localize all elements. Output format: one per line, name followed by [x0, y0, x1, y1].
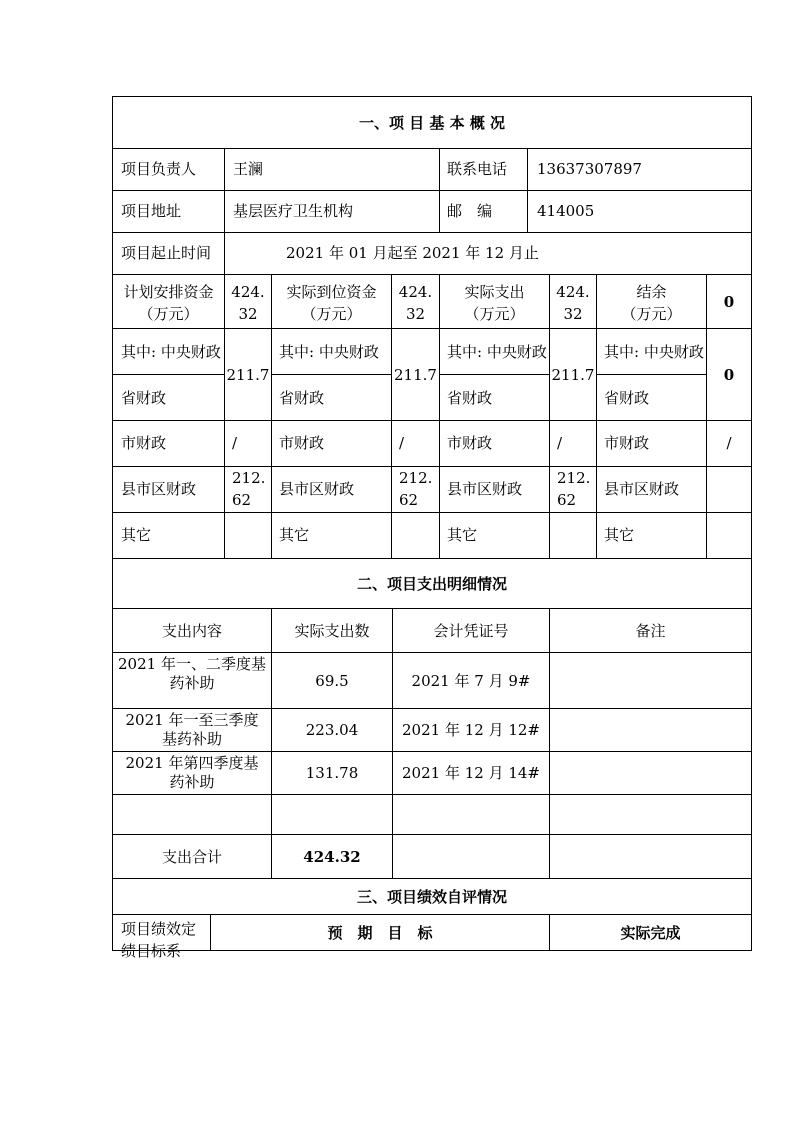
central-value-3: 211.7: [551, 365, 595, 384]
row2-voucher: 2021 年 12 月 12#: [402, 721, 540, 739]
row3-content-cont: 药补助: [169, 773, 215, 791]
section-title-expenditure: 二、项目支出明细情况: [356, 574, 507, 593]
row-divider: [112, 190, 752, 191]
header-note: 备注: [635, 621, 666, 640]
row-divider: [112, 466, 752, 467]
goal-label: 项目绩效定: [121, 920, 197, 938]
central-label-3: 其中: 中央财政: [447, 343, 547, 361]
county-label-3: 县市区财政: [447, 480, 523, 498]
central-label-1: 其中: 中央财政: [121, 343, 221, 361]
county-value-3-cont: 62: [557, 491, 577, 509]
central-value-2: 211.7: [394, 365, 437, 384]
arrived-funds-value-cont: 32: [405, 305, 426, 323]
row2-note: [550, 709, 751, 751]
county-label-2: 县市区财政: [279, 480, 355, 498]
other-label-3: 其它: [447, 526, 478, 544]
address-value: 基层医疗卫生机构: [233, 202, 354, 220]
total-label: 支出合计: [161, 847, 222, 866]
period-label: 项目起止时间: [121, 244, 212, 262]
spent-funds-value-cont: 32: [563, 305, 583, 323]
address-label: 项目地址: [121, 202, 182, 220]
plan-funds-value-cont: 32: [238, 305, 258, 323]
balance-value: 0: [723, 292, 735, 311]
balance-city-value: /: [726, 434, 732, 452]
table-border-right: [751, 96, 752, 951]
plan-funds-unit: （万元）: [138, 305, 199, 323]
row3-content: 2021 年第四季度基: [125, 754, 259, 772]
row1-content: 2021 年一、二季度基: [118, 655, 266, 673]
row1-voucher: 2021 年 7 月 9#: [411, 671, 531, 690]
county-value-1: 212.: [232, 469, 266, 487]
arrived-funds-label: 实际到位资金: [286, 283, 377, 301]
expected-goal-header: 预 期 目 标: [327, 923, 433, 942]
phone-value: 13637307897: [537, 160, 642, 178]
table-border-bottom: [112, 950, 752, 951]
row-divider: [112, 232, 752, 233]
city-label-3: 市财政: [447, 434, 493, 452]
balance-central-value: 0: [723, 365, 735, 384]
row-divider: [596, 374, 706, 375]
row-divider: [271, 374, 391, 375]
row-divider: [112, 512, 752, 513]
city-value-1: /: [232, 434, 238, 452]
leader-label: 项目负责人: [121, 160, 197, 178]
county-label-1: 县市区财政: [121, 480, 197, 498]
column-divider: [439, 148, 440, 232]
balance-label: 结余: [636, 283, 667, 301]
provincial-label-3: 省财政: [447, 389, 493, 407]
county-value-3: 212.: [557, 469, 591, 487]
city-value-2: /: [399, 434, 405, 452]
city-value-3: /: [557, 434, 563, 452]
other-label-2: 其它: [279, 526, 310, 544]
section-title-performance: 三、项目绩效自评情况: [356, 887, 507, 906]
central-label-2: 其中: 中央财政: [279, 343, 379, 361]
row-divider: [112, 148, 752, 149]
row3-voucher: 2021 年 12 月 14#: [402, 764, 540, 782]
balance-unit: （万元）: [621, 305, 682, 323]
row-divider: [112, 374, 224, 375]
county-value-1-cont: 62: [232, 491, 252, 509]
goal-label-cell: [113, 915, 210, 960]
row2-content-cont: 基药补助: [161, 730, 222, 748]
row-divider: [112, 794, 752, 795]
city-label-2: 市财政: [279, 434, 325, 452]
arrived-funds-unit: （万元）: [301, 305, 362, 323]
other-label-4: 其它: [604, 526, 635, 544]
header-voucher: 会计凭证号: [433, 621, 509, 640]
other-label-1: 其它: [121, 526, 152, 544]
row3-amount: 131.78: [305, 764, 359, 782]
column-divider: [224, 148, 225, 274]
period-value: 2021 年 01 月起至 2021 年 12 月止: [286, 244, 539, 262]
county-label-4: 县市区财政: [604, 480, 680, 498]
county-value-2-cont: 62: [399, 491, 419, 509]
table-border-left: [112, 96, 113, 951]
row1-content-cont: 药补助: [169, 674, 215, 692]
section-title-basic-info: 一、项 目 基 本 概 况: [358, 113, 506, 132]
arrived-funds-value: 424.: [398, 283, 433, 301]
total-value: 424.32: [303, 847, 361, 866]
column-divider: [527, 148, 528, 232]
spent-funds-unit: （万元）: [464, 305, 525, 323]
header-content: 支出内容: [161, 621, 222, 640]
postcode-label: 邮 编: [447, 202, 493, 220]
row-divider: [112, 420, 752, 421]
central-value-1: 211.7: [226, 365, 270, 384]
provincial-label-2: 省财政: [279, 389, 325, 407]
row-divider: [439, 374, 549, 375]
provincial-label-1: 省财政: [121, 389, 167, 407]
provincial-label-4: 省财政: [604, 389, 650, 407]
row1-amount: 69.5: [315, 671, 349, 690]
row1-note: [550, 653, 751, 708]
phone-label: 联系电话: [447, 160, 508, 178]
row3-note: [550, 752, 751, 794]
spent-funds-label: 实际支出: [464, 283, 525, 301]
actual-result-header: 实际完成: [620, 923, 681, 942]
plan-funds-label: 计划安排资金: [123, 283, 214, 301]
postcode-value: 414005: [537, 202, 595, 220]
row2-content: 2021 年一至三季度: [125, 711, 259, 729]
county-value-2: 212.: [399, 469, 433, 487]
header-amount: 实际支出数: [294, 621, 370, 640]
row2-amount: 223.04: [305, 721, 359, 739]
leader-value: 王澜: [233, 160, 264, 178]
city-label-1: 市财政: [121, 434, 167, 452]
plan-funds-value: 424.: [231, 283, 265, 301]
city-label-4: 市财政: [604, 434, 650, 452]
central-label-4: 其中: 中央财政: [604, 343, 704, 361]
spent-funds-value: 424.: [556, 283, 590, 301]
goal-label-cut: 绩目标系: [121, 942, 182, 960]
row-divider: [112, 274, 752, 275]
